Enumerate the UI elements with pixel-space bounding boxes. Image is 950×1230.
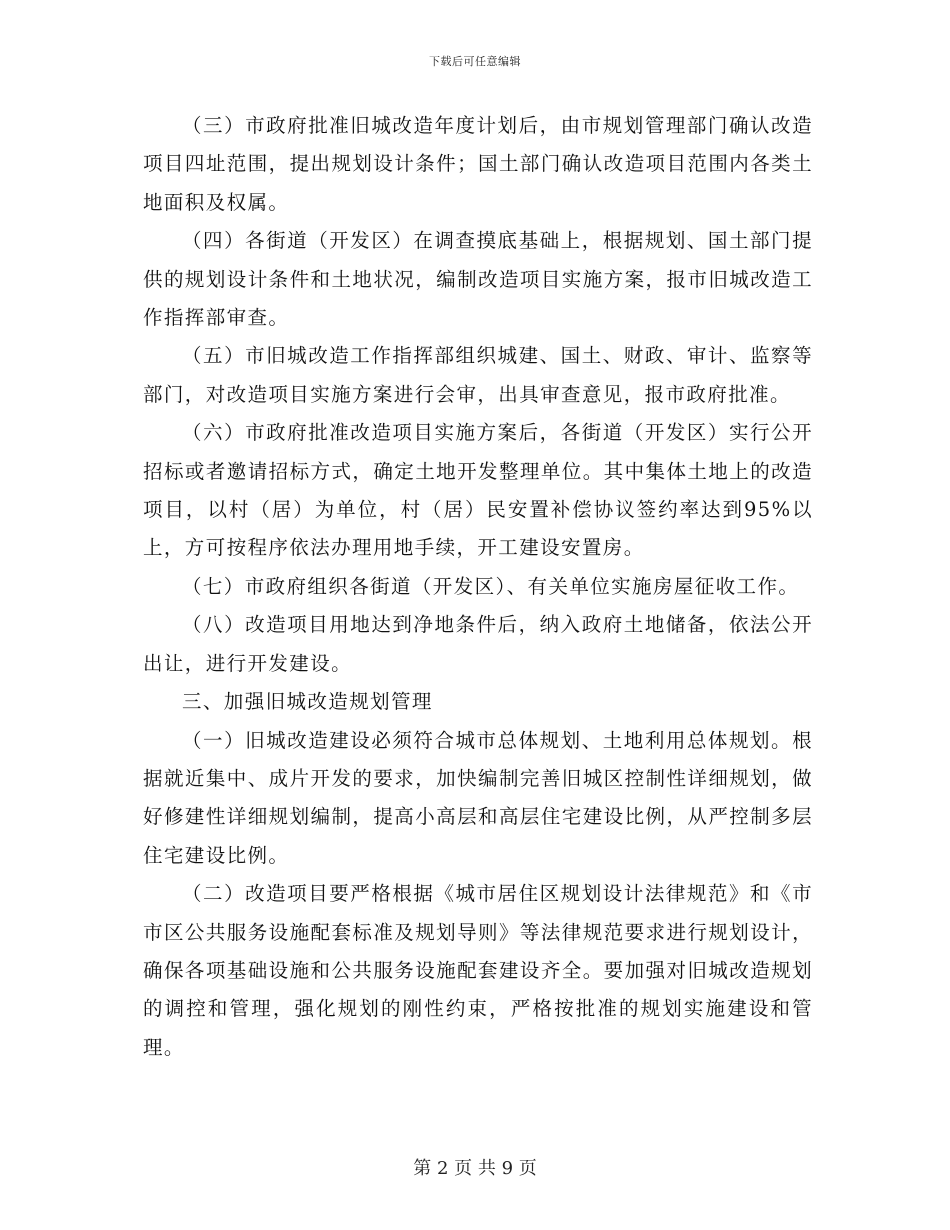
- paragraph-7: （七）市政府组织各街道（开发区）、有关单位实施房屋征收工作。: [182, 574, 800, 598]
- paragraph-6: （六）市政府批准改造项目实施方案后，各街道（开发区）实行公开招标或者邀请招标方式，确定土地开发整理单位。其中集体土地上的改造项目，以村（居）为单位，村（居）民安置补偿协议签约率达到95%以上，方可按程序依法办理用地手续，开工建设安置房。: [143, 421, 813, 560]
- section-heading: 三、加强旧城改造规划管理: [182, 690, 433, 714]
- page-header: 下载后可任意编辑: [429, 55, 521, 68]
- paragraph-4: （四）各街道（开发区）在调查摸底基础上，根据规划、国土部门提供的规划设计条件和土地状况，编制改造项目实施方案，报市旧城改造工作指挥部审查。: [143, 229, 813, 330]
- page-footer: 第 2 页 共 9 页: [413, 1158, 537, 1179]
- paragraph-section3-2: （二）改造项目要严格根据《城市居住区规划设计法律规范》和《市市区公共服务设施配套标准及规划导则》等法律规范要求进行规划设计，确保各项基础设施和公共服务设施配套建设齐全。要加强对旧城改造规划的调控和管理，强化规划的刚性约束，严格按批准的规划实施建设和管理。: [143, 882, 813, 1059]
- paragraph-5: （五）市旧城改造工作指挥部组织城建、国土、财政、审计、监察等部门，对改造项目实施方案进行会审，出具审查意见，报市政府批准。: [143, 344, 813, 406]
- paragraph-3: （三）市政府批准旧城改造年度计划后，由市规划管理部门确认改造项目四址范围，提出规划设计条件；国土部门确认改造项目范围内各类土地面积及权属。: [143, 114, 813, 214]
- paragraph-section3-1: （一）旧城改造建设必须符合城市总体规划、土地利用总体规划。根据就近集中、成片开发的要求，加快编制完善旧城区控制性详细规划，做好修建性详细规划编制，提高小高层和高层住宅建设比例，从严控制多层住宅建设比例。: [143, 728, 813, 867]
- document-body: [143, 107, 813, 1067]
- paragraph-8: （八）改造项目用地达到净地条件后，纳入政府土地储备，依法公开出让，进行开发建设。: [143, 613, 813, 675]
